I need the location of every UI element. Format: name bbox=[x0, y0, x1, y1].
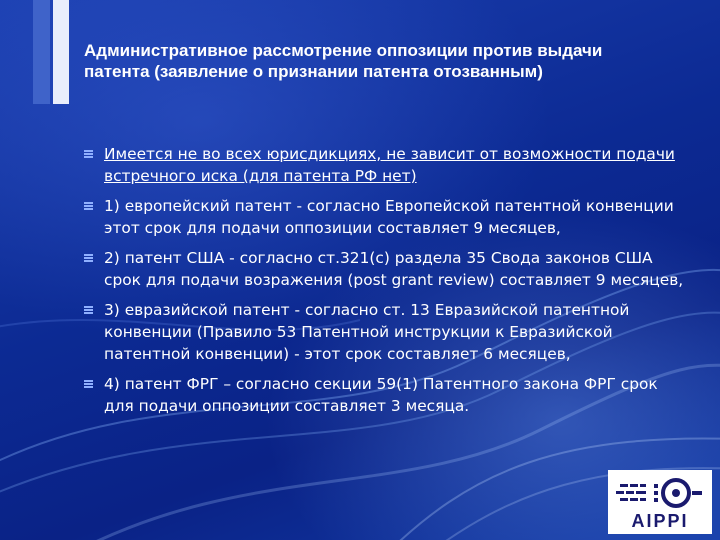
bullet-lines-icon bbox=[84, 380, 93, 388]
bullet-lines-icon bbox=[84, 254, 93, 262]
bullet-text: Имеется не во всех юрисдикциях, не зависит от возможности подачи встречного иска (для патента РФ нет) bbox=[104, 145, 675, 185]
bullet-item bbox=[84, 195, 684, 239]
bullet-item bbox=[84, 247, 684, 291]
bullet-list bbox=[84, 143, 684, 425]
bullet-item bbox=[84, 373, 684, 417]
bullet-lines-icon bbox=[84, 150, 93, 158]
bullet-text: 3) евразийской патент - согласно ст. 13 Евразийской патентной конвенции (Правило 53 Патентной инструкции к Евразийской патентной конвенции) - этот срок составляет 6 месяцев, bbox=[104, 301, 630, 363]
slide-title: Административное рассмотрение оппозиции против выдачи патента (заявление о признании патента отозванным) bbox=[84, 41, 603, 81]
accent-bar-light bbox=[53, 0, 69, 104]
bullet-item bbox=[84, 143, 684, 187]
bullet-text: 2) патент США - согласно ст.321(с) раздела 35 Свода законов США срок для подачи возражения (post grant review) составляет 9 месяцев, bbox=[104, 249, 684, 289]
aippi-emblem-icon bbox=[608, 472, 712, 514]
bullet-lines-icon bbox=[84, 306, 93, 314]
bullet-text: 4) патент ФРГ – согласно секции 59(1) Патентного закона ФРГ срок для подачи оппозиции составляет 3 месяца. bbox=[104, 375, 658, 415]
bullet-text: 1) европейский патент - согласно Европейской патентной конвенции этот срок для подачи оппозиции составляет 9 месяцев, bbox=[104, 197, 674, 237]
bullet-lines-icon bbox=[84, 202, 93, 210]
bullet-item bbox=[84, 299, 684, 365]
logo-text: AIPPI bbox=[631, 511, 689, 531]
accent-bar-dark bbox=[33, 0, 50, 104]
aippi-logo bbox=[608, 470, 712, 534]
